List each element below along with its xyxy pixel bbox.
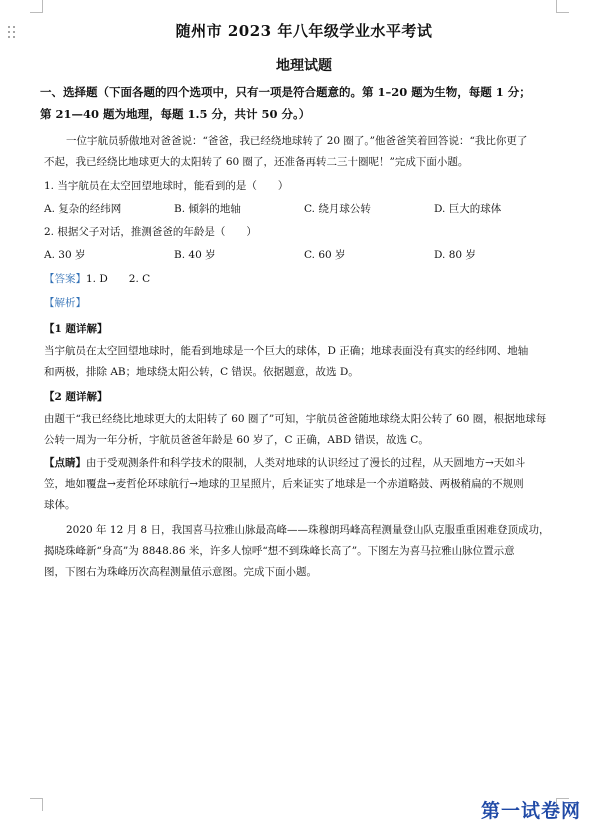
crop-mark-bottom-left — [30, 798, 43, 811]
option-c: C. 绕月球公转 — [304, 203, 371, 215]
detail-1-label: 【1 题详解】 — [44, 323, 108, 335]
question-1 — [44, 175, 564, 221]
option-d: D. 巨大的球体 — [434, 203, 502, 215]
passage-2-line-1: 2020 年 12 月 8 日，我国喜马拉雅山脉最高峰——珠穆朗玛峰高程测量登山队克服重重困难登顶成功， — [66, 524, 550, 536]
tip-line-1 — [44, 453, 564, 474]
tip-block — [44, 453, 564, 516]
drag-handle-icon[interactable] — [8, 26, 18, 40]
answer-label: 【答案】 — [44, 273, 86, 285]
tip-line-2: 笠，地如覆盘→麦哲伦环球航行→地球的卫星照片，后来证实了地球是一个赤道略鼓、两极稍扁的不规则 — [44, 478, 524, 490]
passage-1-line-2: 不起，我已经绕比地球更大的太阳转了 60 圈了，还准备再转二三十圈呢！”完成下面小题。 — [44, 156, 469, 168]
detail-1-line-1: 当宇航员在太空回望地球时，能看到地球是一个巨大的球体，D 正确；地球表面没有真实的经纬网、地轴 — [44, 345, 529, 357]
passage-2-line-3: 图，下图右为珠峰历次高程测量值示意图。完成下面小题。 — [44, 566, 317, 578]
site-watermark: 第一试卷网 — [480, 800, 581, 822]
reading-passage-1 — [44, 131, 564, 173]
question-2-stem: 2. 根据父子对话，推测爸爸的年龄是（ ） — [44, 226, 257, 238]
section-heading-line-1: 一、选择题（下面各题的四个选项中，只有一项是符合题意的。第 1–20 题为生物，每题 1 分； — [40, 85, 531, 99]
crop-mark-top-right — [556, 0, 569, 13]
reading-passage-2 — [44, 520, 564, 583]
option-d: D. 80 岁 — [434, 249, 476, 261]
detail-2-line-2: 公转一周为一年分析，宇航员爸爸年龄是 60 岁了，C 正确，ABD 错误，故选 C。 — [44, 434, 429, 446]
detail-2-line-1: 由题干“我已经绕比地球更大的太阳转了 60 圈了”可知，宇航员爸爸随地球绕太阳公转了 60 圈，根据地球每 — [44, 413, 547, 425]
analysis-label: 【解析】 — [44, 297, 86, 309]
option-a: A. 30 岁 — [44, 249, 86, 261]
question-1-stem: 1. 当宇航员在太空回望地球时，能看到的是（ ） — [44, 180, 289, 192]
crop-mark-top-left — [30, 0, 43, 13]
section-heading-line-2: 第 21—40 题为地理，每题 1.5 分，共计 50 分。） — [40, 107, 311, 121]
option-c: C. 60 岁 — [304, 249, 346, 261]
answer-line — [44, 267, 564, 291]
passage-1-line-1: 一位宇航员骄傲地对爸爸说：“爸爸，我已经绕地球转了 20 圈了。”他爸爸笑着回答说：“我比你更了 — [66, 135, 528, 147]
option-a: A. 复杂的经纬网 — [44, 203, 122, 215]
exam-subtitle: 地理试题 — [276, 58, 332, 74]
detail-1-line-2: 和两极，排除 AB；地球绕太阳公转，C 错误。依据题意，故选 D。 — [44, 366, 359, 378]
question-2-options — [44, 243, 564, 267]
tip-label: 【点睛】 — [44, 457, 86, 469]
option-b: B. 40 岁 — [174, 249, 216, 261]
exam-title: 随州市 2023 年八年级学业水平考试 — [175, 22, 433, 40]
tip-line-3: 球体。 — [44, 499, 76, 511]
option-b: B. 倾斜的地轴 — [174, 203, 241, 215]
question-2 — [44, 221, 564, 267]
tip-text-1: 由于受观测条件和科学技术的限制，人类对地球的认识经过了漫长的过程，从天圆地方→天如斗 — [86, 457, 526, 469]
document-page — [40, 18, 564, 583]
passage-2-line-2: 揭晓珠峰新“身高”为 8848.86 米，许多人惊呼“想不到珠峰长高了”。下图左为喜马拉雅山脉位置示意 — [44, 545, 515, 557]
detail-2-label: 【2 题详解】 — [44, 391, 108, 403]
section-heading — [40, 81, 564, 125]
answer-text: 1. D 2. C — [86, 273, 151, 285]
question-1-options — [44, 197, 564, 221]
